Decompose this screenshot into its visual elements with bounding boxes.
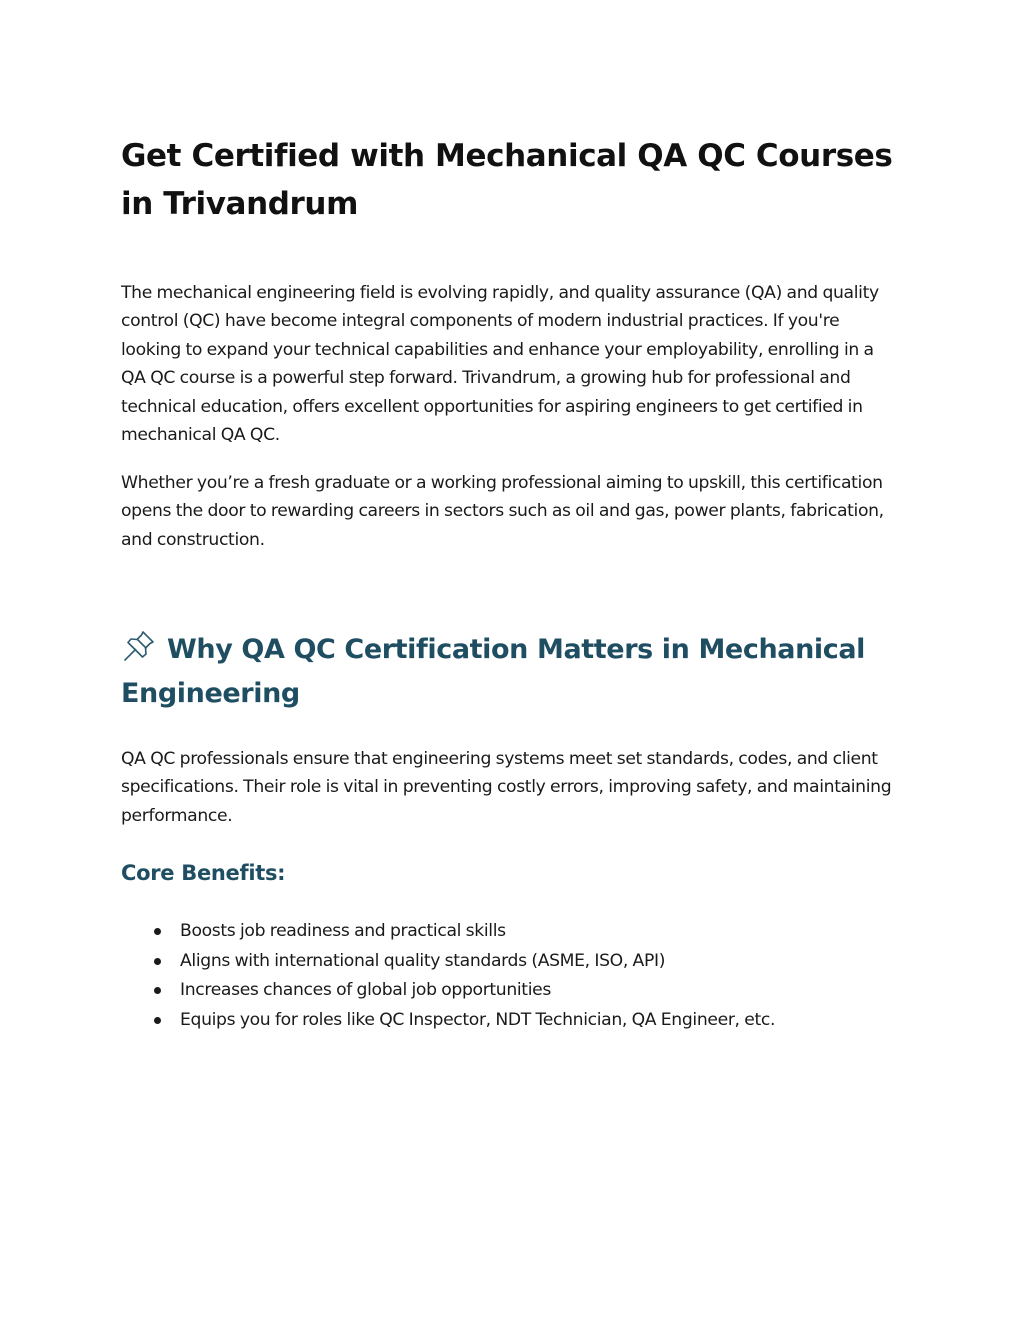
bullet-icon: [154, 928, 161, 935]
second-paragraph: Whether you’re a fresh graduate or a working professional aiming to upskill, this certification opens the door to rewarding careers in sectors such as oil and gas, power plants, fabrication, and construction.: [121, 473, 884, 550]
list-item-text: Aligns with international quality standards (ASME, ISO, API): [180, 950, 666, 971]
list-item-text: Equips you for roles like QC Inspector, NDT Technician, QA Engineer, etc.: [180, 1009, 776, 1030]
section-heading-text: Why QA QC Certification Matters in Mechanical Engineering: [121, 634, 866, 709]
pushpin-icon: [121, 628, 157, 664]
page-title: Get Certified with Mechanical QA QC Courses in Trivandrum: [121, 138, 893, 222]
core-benefits-heading: Core Benefits:: [121, 861, 286, 885]
list-item: [121, 947, 901, 977]
section-paragraph: QA QC professionals ensure that engineering systems meet set standards, codes, and client specifications. Their role is vital in preventing costly errors, improving safety, and maintaining performance.: [121, 749, 892, 826]
intro-paragraph: The mechanical engineering field is evolving rapidly, and quality assurance (QA) and quality control (QC) have become integral components of modern industrial practices. If you're looking to expand your technical capabilities and enhance your employability, enrolling in a QA QC course is a powerful step forward. Trivandrum, a growing hub for professional and technical education, offers excellent opportunities for aspiring engineers to get certified in mechanical QA QC.: [121, 283, 879, 446]
bullet-icon: [154, 987, 161, 994]
list-item: [121, 1006, 901, 1036]
bullet-icon: [154, 958, 161, 965]
list-item: [121, 917, 901, 947]
section-heading: [121, 628, 901, 716]
list-item-text: Increases chances of global job opportunities: [180, 980, 551, 1000]
benefits-list: [121, 917, 901, 1035]
bullet-icon: [154, 1017, 161, 1024]
list-item: [121, 976, 901, 1006]
list-item-text: Boosts job readiness and practical skills: [180, 921, 506, 941]
